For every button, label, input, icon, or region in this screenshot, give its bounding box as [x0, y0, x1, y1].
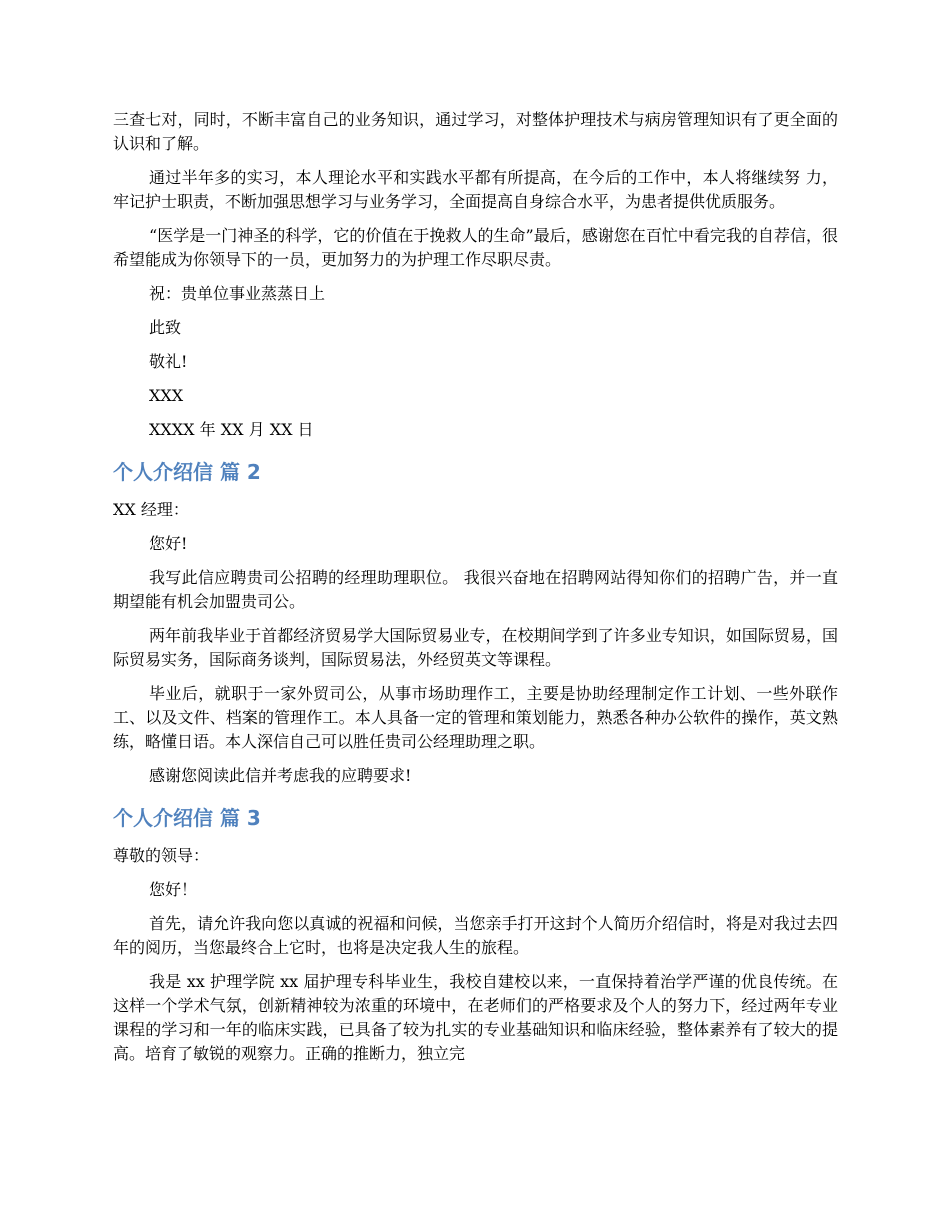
signature-name: XXX — [149, 386, 184, 405]
paragraph: 我是 xx 护理学院 xx 届护理专科毕业生，我校自建校以来，一直保持着治学严谨的优良传统。在这样一个学术气氛，创新精神较为浓重的环境中，在老师们的严格要求及个人的努力下，经过两年专业课程的学习和一年的临床实践，已具备了较为扎实的专业基础知识和临床经验，整体素养有了较大的提高。培育了敏锐的观察力。正确的推断力，独立完 — [113, 972, 838, 1063]
section-heading: 个人介绍信 篇 3 — [113, 806, 261, 830]
closing-line: 此致 — [149, 318, 182, 337]
paragraph: 感谢您阅读此信并考虑我的应聘要求! — [149, 766, 412, 785]
section-heading: 个人介绍信 篇 2 — [113, 460, 261, 484]
paragraph: 首先，请允许我向您以真诚的祝福和问候，当您亲手打开这封个人简历介绍信时，将是对我过去四年的阅历，当您最终合上它时，也将是决定我人生的旅程。 — [113, 914, 838, 957]
paragraph: 我写此信应聘贵司公招聘的经理助理职位。 我很兴奋地在招聘网站得知你们的招聘广告，并一直期望能有机会加盟贵司公。 — [113, 568, 838, 611]
closing-salute: 敬礼! — [149, 352, 188, 371]
greeting: 您好! — [149, 534, 188, 553]
signature-date: XXXX 年 XX 月 XX 日 — [149, 420, 314, 439]
closing-wish: 祝：贵单位事业蒸蒸日上 — [149, 284, 326, 303]
paragraph: 三查七对，同时，不断丰富自己的业务知识，通过学习，对整体护理技术与病房管理知识有了更全面的认识和了解。 — [113, 110, 838, 153]
paragraph: “医学是一门神圣的科学，它的价值在于挽救人的生命”最后，感谢您在百忙中看完我的自荐信，很希望能成为你领导下的一员，更加努力的为护理工作尽职尽责。 — [113, 226, 838, 269]
greeting: 您好！ — [149, 880, 198, 899]
paragraph: 两年前我毕业于首都经济贸易学大国际贸易业专，在校期间学到了许多业专知识，如国际贸易，国际贸易实务，国际商务谈判，国际贸易法，外经贸英文等课程。 — [113, 626, 838, 669]
salutation: XX 经理： — [113, 500, 189, 519]
paragraph: 通过半年多的实习，本人理论水平和实践水平都有所提高，在今后的工作中，本人将继续努 力，牢记护士职责，不断加强思想学习与业务学习，全面提高自身综合水平，为患者提供优质服务。 — [113, 168, 838, 211]
paragraph: 毕业后，就职于一家外贸司公，从事市场助理作工，主要是协助经理制定作工计划、一些外联作工、以及文件、档案的管理作工。本人具备一定的管理和策划能力，熟悉各种办公软件的操作，英文熟练，略懂日语。本人深信自己可以胜任贵司公经理助理之职。 — [113, 684, 838, 751]
salutation: 尊敬的领导： — [113, 846, 210, 865]
